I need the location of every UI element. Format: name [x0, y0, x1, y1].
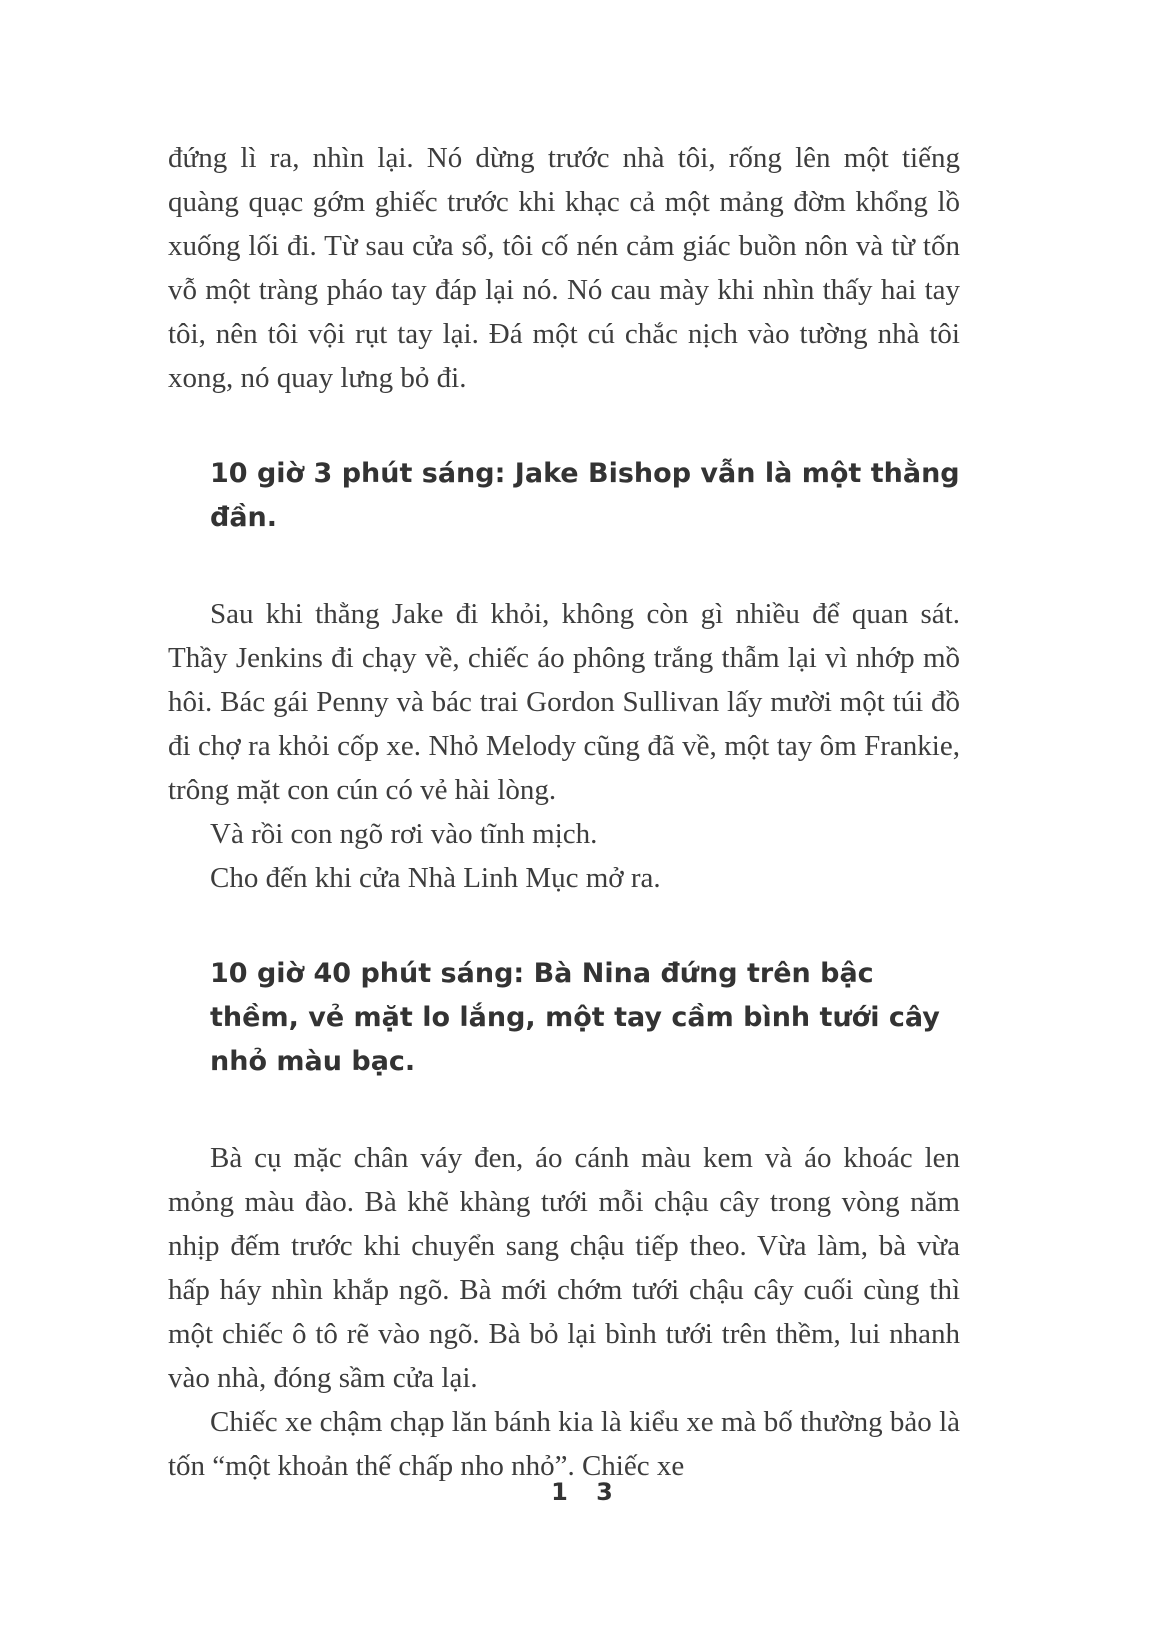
paragraph: Sau khi thằng Jake đi khỏi, không còn gì nhiều để quan sát. Thầy Jenkins đi chạy về, chiếc áo phông trắng thẫm lại vì nhớp mồ hôi. Bác gái Penny và bác trai Gordon Sullivan lấy mười một túi đồ đi chợ ra khỏi cốp xe. Nhỏ Melody cũng đã về, một tay ôm Frankie, trông mặt con cún có vẻ hài lòng. [168, 598, 960, 806]
paragraph: Chiếc xe chậm chạp lăn bánh kia là kiểu xe mà bố thường bảo là tốn “một khoản thế chấp nho nhỏ”. Chiếc xe [168, 1406, 960, 1482]
paragraph: Cho đến khi cửa Nhà Linh Mục mở ra. [210, 862, 661, 894]
page-content [168, 136, 960, 1488]
page-number: 1 3 [551, 1478, 623, 1506]
paragraph-continuation: đứng lì ra, nhìn lại. Nó dừng trước nhà tôi, rống lên một tiếng quàng quạc gớm ghiếc trước khi khạc cả một mảng đờm khổng lồ xuống lối đi. Từ sau cửa sổ, tôi cố nén cảm giác buồn nôn và từ tốn vỗ một tràng pháo tay đáp lại nó. Nó cau mày khi nhìn thấy hai tay tôi, nên tôi vội rụt tay lại. Đá một cú chắc nịch vào tường nhà tôi xong, nó quay lưng bỏ đi. [168, 142, 960, 394]
time-log-heading-1: 10 giờ 3 phút sáng: Jake Bishop vẫn là một thằng đần. [210, 458, 960, 533]
paragraph: Bà cụ mặc chân váy đen, áo cánh màu kem và áo khoác len mỏng màu đào. Bà khẽ khàng tưới mỗi chậu cây trong vòng năm nhịp đếm trước khi chuyển sang chậu tiếp theo. Vừa làm, bà vừa hấp háy nhìn khắp ngõ. Bà mới chớm tưới chậu cây cuối cùng thì một chiếc ô tô rẽ vào ngõ. Bà bỏ lại bình tưới trên thềm, lui nhanh vào nhà, đóng sầm cửa lại. [168, 1142, 960, 1394]
time-log-heading-2: 10 giờ 40 phút sáng: Bà Nina đứng trên bậc thềm, vẻ mặt lo lắng, một tay cầm bình tưới cây nhỏ màu bạc. [210, 958, 940, 1077]
paragraph: Và rồi con ngõ rơi vào tĩnh mịch. [210, 818, 598, 850]
